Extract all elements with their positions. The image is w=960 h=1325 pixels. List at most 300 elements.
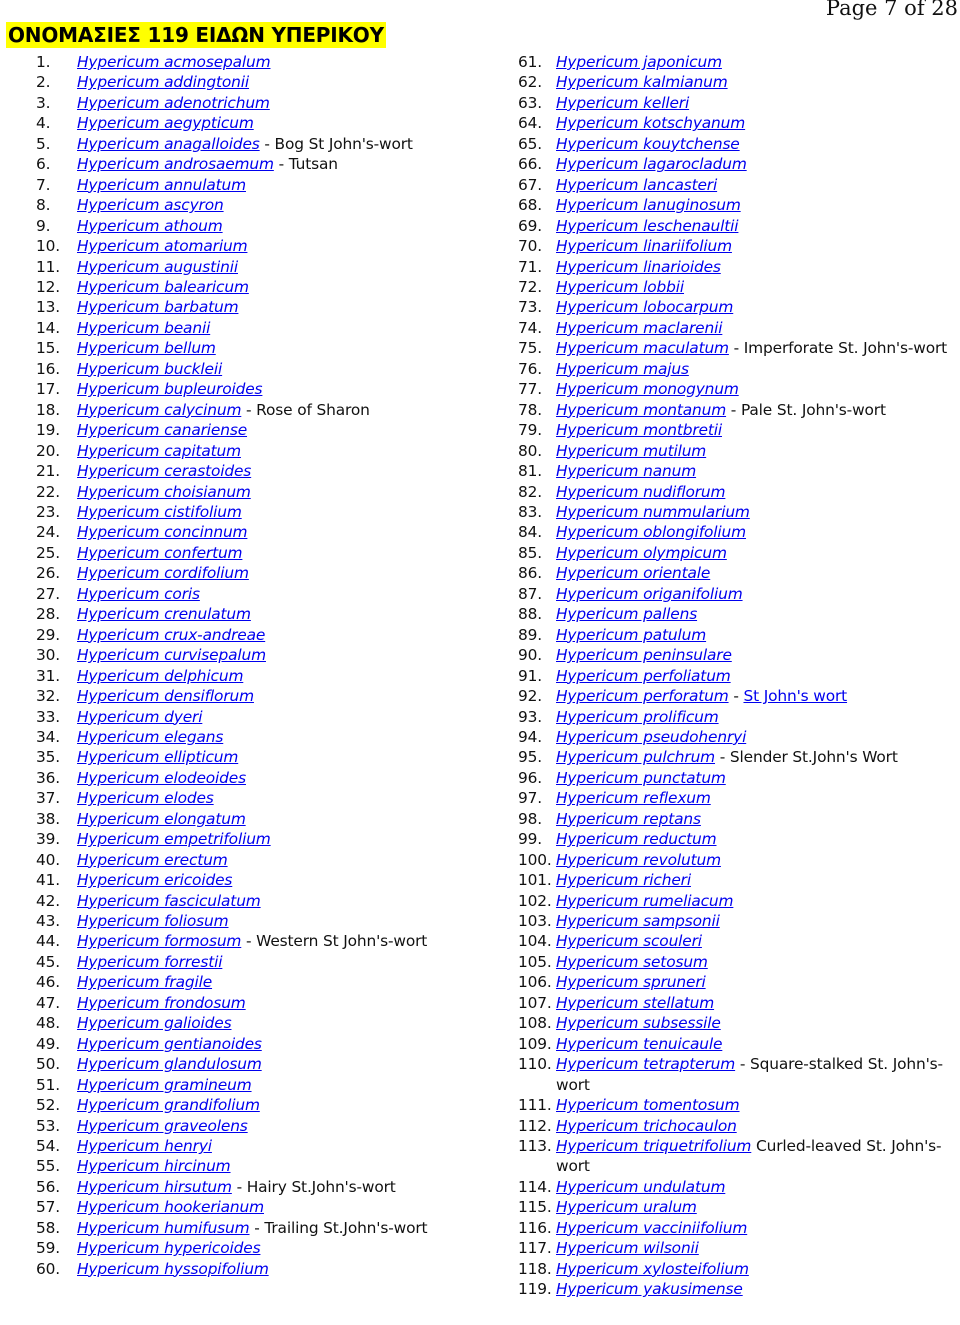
species-link[interactable]: Hypericum wilsonii [556, 1239, 699, 1258]
item-number: 21. [36, 462, 61, 481]
item-number: 3. [36, 93, 51, 112]
species-list-item [518, 645, 953, 665]
species-list-item [518, 850, 953, 870]
species-list-item [36, 1136, 506, 1156]
species-link[interactable]: Hypericum choisianum [77, 482, 251, 501]
species-link[interactable]: Hypericum dyeri [77, 707, 203, 726]
species-link[interactable]: Hypericum annulatum [77, 175, 246, 194]
species-link[interactable]: Hypericum reductum [556, 830, 717, 849]
item-number: 109. [518, 1034, 552, 1053]
item-number: 103. [518, 912, 552, 931]
item-text [77, 400, 506, 420]
item-number: 17. [36, 380, 61, 399]
item-number: 70. [518, 237, 543, 256]
species-list-item [518, 338, 953, 358]
species-link[interactable]: Hypericum lobbii [556, 277, 685, 296]
species-list-item [518, 891, 953, 911]
species-link[interactable]: Hypericum nanum [556, 462, 697, 481]
species-list-item [518, 911, 953, 931]
item-number: 45. [36, 952, 61, 971]
species-list-item [518, 420, 953, 440]
species-link[interactable]: Hypericum punctatum [556, 768, 726, 787]
item-number: 113. [518, 1137, 552, 1156]
species-link[interactable]: Hypericum curvisepalum [77, 646, 266, 665]
item-text [556, 972, 953, 992]
item-number: 61. [518, 53, 543, 71]
species-link[interactable]: Hypericum hirsutum [77, 1177, 232, 1196]
item-text [556, 338, 953, 358]
item-number: 29. [36, 625, 61, 644]
item-number: 106. [518, 973, 552, 992]
item-text [556, 911, 953, 931]
species-list-item [36, 1177, 506, 1197]
item-text [77, 666, 506, 686]
item-number: 55. [36, 1157, 61, 1176]
species-link[interactable]: Hypericum revolutum [556, 850, 721, 869]
species-link[interactable]: Hypericum linariifolium [556, 237, 732, 256]
species-link[interactable]: Hypericum sampsonii [556, 912, 720, 931]
item-number: 93. [518, 707, 543, 726]
item-number: 68. [518, 196, 543, 215]
species-link[interactable]: Hypericum uralum [556, 1198, 697, 1217]
item-text [77, 1238, 506, 1258]
species-list-item [36, 1054, 506, 1074]
item-number: 80. [518, 441, 543, 460]
species-link[interactable]: Hypericum xylosteifolium [556, 1259, 749, 1278]
species-link[interactable]: Hypericum japonicum [556, 53, 722, 71]
item-text [556, 175, 953, 195]
species-link[interactable]: Hypericum concinnum [77, 523, 248, 542]
item-text [77, 72, 506, 92]
species-link[interactable]: Hypericum glandulosum [77, 1055, 262, 1074]
item-number: 33. [36, 707, 61, 726]
species-list-item [36, 113, 506, 133]
item-number: 102. [518, 891, 552, 910]
species-link[interactable]: Hypericum capitatum [77, 441, 241, 460]
species-link[interactable]: Hypericum cistifolium [77, 502, 242, 521]
species-link[interactable]: Hypericum fragile [77, 973, 213, 992]
item-text [77, 972, 506, 992]
species-list-item [518, 359, 953, 379]
species-link[interactable]: Hypericum cerastoides [77, 462, 252, 481]
species-link[interactable]: Hypericum coris [77, 584, 200, 603]
item-number: 23. [36, 502, 61, 521]
species-list-item [36, 952, 506, 972]
species-link[interactable]: Hypericum bupleuroides [77, 380, 263, 399]
item-text [77, 277, 506, 297]
species-link[interactable]: Hypericum olympicum [556, 543, 727, 562]
species-list-item [518, 93, 953, 113]
species-list-item [518, 318, 953, 338]
species-link[interactable]: Hypericum setosum [556, 952, 708, 971]
item-number: 11. [36, 257, 61, 276]
species-link[interactable]: Hypericum perforatum [556, 687, 729, 706]
species-link[interactable]: Hypericum triquetrifolium [556, 1137, 752, 1156]
species-link[interactable]: Hypericum densiflorum [77, 687, 254, 706]
species-link[interactable]: Hypericum kouytchense [556, 134, 740, 153]
item-number: 37. [36, 789, 61, 808]
species-list-item [518, 72, 953, 92]
species-link[interactable]: Hypericum balearicum [77, 277, 249, 296]
item-number: 112. [518, 1116, 552, 1135]
species-list-item [518, 379, 953, 399]
species-link[interactable]: Hypericum delphicum [77, 666, 244, 685]
species-list-item [36, 420, 506, 440]
species-link[interactable]: Hypericum elodes [77, 789, 214, 808]
item-number: 115. [518, 1198, 552, 1217]
item-text [77, 686, 506, 706]
species-link[interactable]: Hypericum canariense [77, 421, 248, 440]
item-text [77, 318, 506, 338]
species-list-item [518, 134, 953, 154]
species-list-item [36, 727, 506, 747]
species-link[interactable]: Hypericum gramineum [77, 1075, 252, 1094]
species-list-item [36, 911, 506, 931]
species-list-item [36, 850, 506, 870]
species-list-item [36, 195, 506, 215]
species-link[interactable]: Hypericum athoum [77, 216, 223, 235]
item-number: 15. [36, 339, 61, 358]
item-number: 118. [518, 1259, 552, 1278]
species-list-item [518, 686, 953, 706]
species-link[interactable]: Hypericum tenuicaule [556, 1034, 723, 1053]
species-link[interactable]: Hypericum addingtonii [77, 73, 250, 92]
item-text [556, 461, 953, 481]
species-link[interactable]: Hypericum augustinii [77, 257, 238, 276]
item-text [77, 788, 506, 808]
item-number: 12. [36, 277, 61, 296]
item-number: 22. [36, 482, 61, 501]
species-link[interactable]: Hypericum humifusum [77, 1218, 250, 1237]
species-list-item [36, 400, 506, 420]
species-link[interactable]: Hypericum pulchrum [556, 748, 716, 767]
species-list-item [518, 1238, 953, 1258]
species-list-item [36, 154, 506, 174]
species-link[interactable]: Hypericum spruneri [556, 973, 706, 992]
species-link[interactable]: Hypericum beanii [77, 318, 211, 337]
species-list-item [36, 257, 506, 277]
species-list-item [36, 72, 506, 92]
species-link[interactable]: Hypericum tetrapterum [556, 1055, 736, 1074]
species-list-item [36, 461, 506, 481]
species-list-item [36, 543, 506, 563]
item-text [77, 768, 506, 788]
item-text [77, 338, 506, 358]
item-text [556, 788, 953, 808]
species-link[interactable]: Hypericum montbretii [556, 421, 722, 440]
item-text [556, 195, 953, 215]
species-link[interactable]: Hypericum subsessile [556, 1014, 721, 1033]
item-number: 16. [36, 359, 61, 378]
species-link[interactable]: Hypericum mutilum [556, 441, 707, 460]
item-text [556, 1238, 953, 1258]
species-link[interactable]: Hypericum undulatum [556, 1177, 726, 1196]
species-link[interactable]: Hypericum elodeoides [77, 768, 246, 787]
species-link[interactable]: Hypericum pseudohenryi [556, 727, 747, 746]
item-text [556, 1054, 953, 1095]
species-link[interactable]: Hypericum yakusimense [556, 1280, 743, 1299]
item-number: 53. [36, 1116, 61, 1135]
item-text [556, 809, 953, 829]
species-link[interactable]: Hypericum lagarocladum [556, 155, 747, 174]
species-link[interactable]: Hypericum reflexum [556, 789, 711, 808]
item-text [556, 768, 953, 788]
species-link[interactable]: Hypericum adenotrichum [77, 93, 270, 112]
species-link[interactable]: Hypericum kalmianum [556, 73, 728, 92]
species-link[interactable]: Hypericum leschenaultii [556, 216, 739, 235]
species-link[interactable]: Hypericum elegans [77, 727, 224, 746]
species-link[interactable]: Hypericum hyssopifolium [77, 1259, 269, 1278]
item-text [556, 727, 953, 747]
item-text [556, 134, 953, 154]
item-number: 26. [36, 564, 61, 583]
species-link[interactable]: Hypericum forrestii [77, 952, 223, 971]
item-number: 86. [518, 564, 543, 583]
species-link[interactable]: Hypericum patulum [556, 625, 707, 644]
species-list-item [518, 788, 953, 808]
species-link[interactable]: Hypericum prolificum [556, 707, 719, 726]
item-number: 50. [36, 1055, 61, 1074]
species-list-item [518, 522, 953, 542]
species-link[interactable]: Hypericum vacciniifolium [556, 1218, 748, 1237]
item-text [556, 993, 953, 1013]
item-text [556, 216, 953, 236]
species-link[interactable]: Hypericum kelleri [556, 93, 690, 112]
species-link[interactable]: Hypericum empetrifolium [77, 830, 271, 849]
item-number: 107. [518, 993, 552, 1012]
species-list-item [518, 625, 953, 645]
species-link[interactable]: Hypericum orientale [556, 564, 711, 583]
species-link[interactable]: Hypericum frondosum [77, 993, 246, 1012]
item-number: 97. [518, 789, 543, 808]
item-number: 96. [518, 768, 543, 787]
species-link[interactable]: Hypericum kotschyanum [556, 114, 746, 133]
species-link[interactable]: Hypericum monogynum [556, 380, 739, 399]
species-list-item [36, 93, 506, 113]
item-number: 72. [518, 277, 543, 296]
species-list-item [36, 809, 506, 829]
species-list-item [36, 1259, 506, 1279]
common-name: - Trailing St.John's-wort [249, 1218, 428, 1237]
item-text [556, 359, 953, 379]
species-list-item [36, 502, 506, 522]
item-text [556, 522, 953, 542]
species-link[interactable]: Hypericum henryi [77, 1137, 212, 1156]
species-link[interactable]: Hypericum confertum [77, 543, 243, 562]
item-text [77, 870, 506, 890]
item-number: 46. [36, 973, 61, 992]
species-link[interactable]: Hypericum richeri [556, 871, 691, 890]
species-link[interactable]: Hypericum origanifolium [556, 584, 743, 603]
item-text [77, 379, 506, 399]
common-name: - Imperforate St. John's-wort [728, 339, 948, 358]
species-link[interactable]: Hypericum nummularium [556, 502, 750, 521]
species-link[interactable]: Hypericum scouleri [556, 932, 702, 951]
item-number: 20. [36, 441, 61, 460]
species-link[interactable]: Hypericum barbatum [77, 298, 239, 317]
species-list-item [518, 809, 953, 829]
species-link[interactable]: Hypericum trichocaulon [556, 1116, 737, 1135]
common-name: - [728, 687, 744, 706]
item-number: 92. [518, 687, 543, 706]
species-link[interactable]: Hypericum montanum [556, 400, 727, 419]
species-link[interactable]: Hypericum acmosepalum [77, 53, 271, 71]
species-list-item [36, 522, 506, 542]
species-list-left [36, 52, 506, 1279]
item-number: 71. [518, 257, 543, 276]
page-number: Page 7 of 28 [825, 0, 958, 20]
common-name-link[interactable]: St John's wort [743, 687, 848, 706]
item-text [556, 297, 953, 317]
item-text [556, 72, 953, 92]
item-number: 65. [518, 134, 543, 153]
species-list-item [518, 543, 953, 563]
item-number: 60. [36, 1259, 61, 1278]
item-text [556, 1013, 953, 1033]
species-link[interactable]: Hypericum bellum [77, 339, 216, 358]
species-link[interactable]: Hypericum erectum [77, 850, 228, 869]
species-list-item [36, 993, 506, 1013]
item-text [77, 482, 506, 502]
item-number: 67. [518, 175, 543, 194]
item-text [77, 441, 506, 461]
species-link[interactable]: Hypericum nudiflorum [556, 482, 726, 501]
species-list-item [518, 175, 953, 195]
item-text [556, 604, 953, 624]
species-link[interactable]: Hypericum linarioides [556, 257, 721, 276]
item-number: 38. [36, 809, 61, 828]
item-text [77, 1136, 506, 1156]
item-text [77, 850, 506, 870]
species-link[interactable]: Hypericum androsaemum [77, 155, 274, 174]
species-link[interactable]: Hypericum lanuginosum [556, 196, 741, 215]
species-link[interactable]: Hypericum hircinum [77, 1157, 231, 1176]
item-number: 5. [36, 134, 51, 153]
item-number: 88. [518, 605, 543, 624]
item-number: 9. [36, 216, 51, 235]
item-number: 95. [518, 748, 543, 767]
species-link[interactable]: Hypericum pallens [556, 605, 698, 624]
item-number: 7. [36, 175, 51, 194]
species-list-item [36, 870, 506, 890]
species-link[interactable]: Hypericum elongatum [77, 809, 246, 828]
item-number: 76. [518, 359, 543, 378]
item-number: 110. [518, 1055, 552, 1074]
species-link[interactable]: Hypericum cordifolium [77, 564, 249, 583]
species-list-item [518, 1259, 953, 1279]
item-number: 14. [36, 318, 61, 337]
species-list-item [36, 563, 506, 583]
item-number: 28. [36, 605, 61, 624]
item-text [556, 1177, 953, 1197]
item-number: 84. [518, 523, 543, 542]
item-text [77, 154, 506, 174]
species-link[interactable]: Hypericum crenulatum [77, 605, 251, 624]
item-text [77, 993, 506, 1013]
species-link[interactable]: Hypericum gentianoides [77, 1034, 262, 1053]
species-list-item [518, 154, 953, 174]
item-text [77, 1054, 506, 1074]
item-text [556, 482, 953, 502]
species-link[interactable]: Hypericum graveolens [77, 1116, 248, 1135]
item-text [556, 318, 953, 338]
species-link[interactable]: Hypericum anagalloides [77, 134, 260, 153]
species-link[interactable]: Hypericum rumeliacum [556, 891, 734, 910]
species-link[interactable]: Hypericum galioides [77, 1014, 232, 1033]
species-link[interactable]: Hypericum ericoides [77, 871, 233, 890]
species-list-item [518, 1034, 953, 1054]
species-link[interactable]: Hypericum oblongifolium [556, 523, 746, 542]
species-link[interactable]: Hypericum perfoliatum [556, 666, 731, 685]
common-name: - Square-stalked St. John's-wort [556, 1055, 943, 1094]
item-text [77, 236, 506, 256]
item-number: 94. [518, 727, 543, 746]
species-link[interactable]: Hypericum aegypticum [77, 114, 254, 133]
species-list-item [36, 297, 506, 317]
item-number: 44. [36, 932, 61, 951]
page-title: ΟΝΟΜΑΣΙΕΣ 119 ΕΙΔΩΝ ΥΠΕΡΙΚΟΥ [8, 23, 384, 47]
species-list-item [518, 666, 953, 686]
species-link[interactable]: Hypericum lobocarpum [556, 298, 734, 317]
species-list-item [36, 1218, 506, 1238]
item-text [77, 809, 506, 829]
item-number: 59. [36, 1239, 61, 1258]
species-link[interactable]: Hypericum hypericoides [77, 1239, 261, 1258]
item-text [77, 1116, 506, 1136]
item-text [77, 727, 506, 747]
species-link[interactable]: Hypericum reptans [556, 809, 701, 828]
species-list-item [518, 707, 953, 727]
species-link[interactable]: Hypericum majus [556, 359, 689, 378]
species-link[interactable]: Hypericum foliosum [77, 912, 229, 931]
item-text [556, 666, 953, 686]
species-list-item [36, 891, 506, 911]
species-link[interactable]: Hypericum lancasteri [556, 175, 718, 194]
species-link[interactable]: Hypericum maclarenii [556, 318, 723, 337]
item-number: 89. [518, 625, 543, 644]
species-link[interactable]: Hypericum peninsulare [556, 646, 732, 665]
item-text [556, 420, 953, 440]
species-link[interactable]: Hypericum crux-andreae [77, 625, 266, 644]
species-link[interactable]: Hypericum buckleii [77, 359, 223, 378]
item-text [556, 747, 953, 767]
species-list-item [518, 768, 953, 788]
species-link[interactable]: Hypericum formosum [77, 932, 242, 951]
item-text [77, 1197, 506, 1217]
item-number: 116. [518, 1218, 552, 1237]
species-link[interactable]: Hypericum hookerianum [77, 1198, 264, 1217]
item-number: 35. [36, 748, 61, 767]
species-list-item [518, 1279, 953, 1299]
species-link[interactable]: Hypericum stellatum [556, 993, 715, 1012]
species-link[interactable]: Hypericum calycinum [77, 400, 242, 419]
item-text [556, 563, 953, 583]
species-link[interactable]: Hypericum fasciculatum [77, 891, 261, 910]
species-link[interactable]: Hypericum tomentosum [556, 1096, 740, 1115]
species-link[interactable]: Hypericum ellipticum [77, 748, 239, 767]
species-list-item [518, 1116, 953, 1136]
common-name: - Rose of Sharon [241, 400, 370, 419]
species-link[interactable]: Hypericum atomarium [77, 237, 248, 256]
item-text [556, 93, 953, 113]
species-link[interactable]: Hypericum ascyron [77, 196, 224, 215]
item-text [77, 1156, 506, 1176]
item-number: 2. [36, 73, 51, 92]
species-link[interactable]: Hypericum grandifolium [77, 1096, 260, 1115]
species-list-item [36, 338, 506, 358]
species-list-item [36, 747, 506, 767]
species-link[interactable]: Hypericum maculatum [556, 339, 729, 358]
